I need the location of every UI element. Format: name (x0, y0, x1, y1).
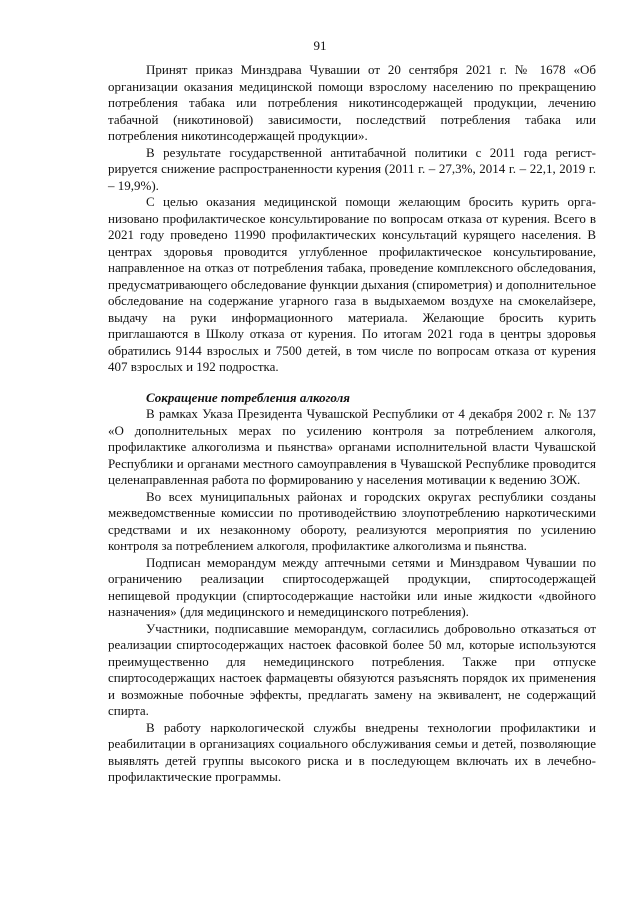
paragraph-interagency-commissions: Во всех муниципальных районах и городских округах республики созданы межведомственные комиссии по противодействию злоупотреблению наркотическими средствами и их незаконному обороту, реализуются мероприятия по усилению контроля за потреблением алкоголя, профилактике алкоголизма и пьянства. (108, 488, 596, 553)
paragraph-smoking-prevalence: В результате государственной антитабачной политики с 2011 года регистрируется снижение распространенности курения (2011 г. – 27,3%, 2014 г. – 22,1, 2019 г. – 19,9%). (108, 144, 596, 193)
page-number: 91 (313, 38, 327, 53)
page-body (108, 62, 596, 786)
section-heading-alcohol: Сокращение потребления алкоголя (146, 389, 350, 405)
paragraph-order-minzdrav: Принят приказ Минздрава Чувашии от 20 сентября 2021 г. № 1678 «Об организации оказания медицинской помощи взрослому населению по прекращению потребления табака или потребления никотинсодержащей продукции, лечению табачной (никотиновой) зависимости, последствий потребления табака или потребления никотинсодержащей продукции». (108, 62, 596, 143)
paragraph-memorandum-participants: Участники, подписавшие меморандум, согласились добровольно отказаться от реализации спиртосодержащих настоек фасовкой более 50 мл, которые используются преимущественно для немедицинского потребления. Также при отпуске спиртосодержащих настоек фармацевты обязуются разъяснять порядок их применения и возможные побочные эффекты, предлагать замену на эквивалент, не содержащий спирта. (108, 620, 596, 718)
paragraph-smoking-consultations: С целью оказания медицинской помощи желающим бросить курить организовано профилактическое консультирование по вопросам отказа от курения. Всего в 2021 году проведено 11990 профилактических консультаций курящего населения. В центрах здоровья проводится углубленное профилактическое консультирование, направленное на отказ от потребления табака, проведение комплексного обследования, предусматривающего обследование функции дыхания (спирометрия) и дополнительное обследование на содержание угарного газа в выдыхаемом воздухе на смокелайзере, выдачу на руки информационного материала. Желающие бросить курить приглашаются в Школу отказа от курения. По итогам 2021 года в центры здоровья обратились 9144 взрослых и 7500 детей, в том числе по вопросам отказа от курения 407 взрослых и 192 подростка. (108, 194, 597, 374)
paragraph-presidential-decree: В рамках Указа Президента Чувашской Республики от 4 декабря 2002 г. № 137 «О дополнительных мерах по усилению контроля за потреблением алкоголя, профилактике алкоголизма и пьянства» органами исполнительной власти Чувашской Республики и органами местного самоуправления в Чувашской Республике проводится целенаправленная работа по формированию у населения мотивации к ведению ЗОЖ. (108, 406, 596, 487)
paragraph-memorandum: Подписан меморандум между аптечными сетями и Минздравом Чувашии по ограничению реализации спиртосодержащей продукции, спиртосодержащей непищевой продукции (спиртосодержащие настойки или иные жидкости «двойного назначения» (для медицинского и немедицинского потребления). (108, 554, 596, 619)
paragraph-narcology-service: В работу наркологической службы внедрены технологии профилактики и реабилитации в организациях социального обслуживания семьи и детей, позволяющие выявлять детей группы высокого риска и в последующем включать их в лечебно-профилактические программы. (108, 719, 596, 784)
